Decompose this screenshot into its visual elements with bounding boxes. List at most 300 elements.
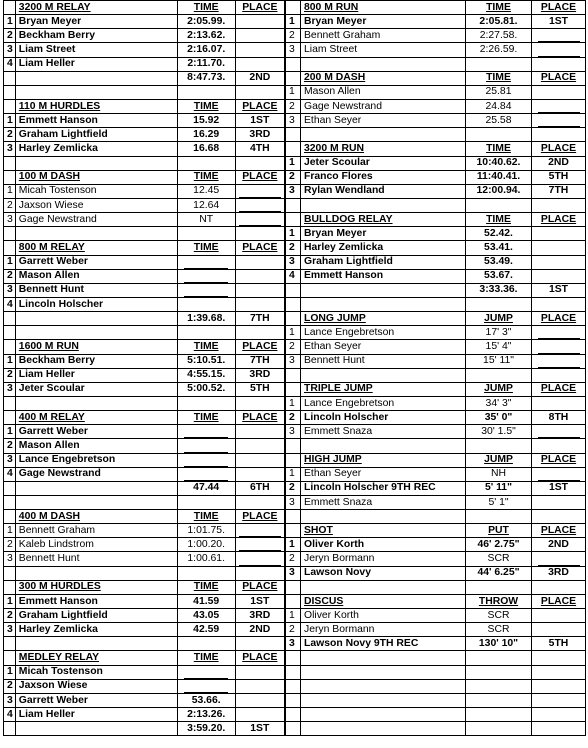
place-value	[235, 15, 284, 29]
result-row	[4, 439, 285, 453]
place-value	[532, 29, 586, 43]
place-value	[532, 198, 586, 212]
place-value-text: 3RD	[249, 128, 271, 140]
place-value	[235, 722, 284, 736]
result-row	[4, 213, 285, 227]
place-value	[532, 538, 586, 552]
athlete-name-text: Oliver Korth	[304, 609, 359, 621]
mark-value	[177, 467, 235, 481]
mark-value-text: 2:13.26.	[187, 708, 226, 720]
measure-header-text: THROW	[478, 595, 519, 607]
mark-value-text: 11:40.41.	[476, 171, 521, 183]
result-row	[4, 255, 285, 269]
mark-value-text: SCR	[487, 609, 510, 621]
athlete-name-text: Emmett Snaza	[304, 496, 373, 508]
place-value	[532, 693, 586, 707]
mark-value-text: 44' 6.25"	[477, 567, 520, 579]
result-row	[4, 114, 285, 128]
athlete-name-text: Graham Lightfield	[304, 256, 393, 268]
place-value	[532, 495, 586, 509]
athlete-number	[286, 326, 301, 340]
mark-value	[177, 495, 235, 509]
athlete-name	[15, 326, 177, 340]
athlete-number-text: 3	[7, 213, 13, 225]
mark-value	[177, 665, 235, 679]
athlete-number-text: 2	[7, 29, 13, 41]
place-value	[235, 382, 284, 396]
athlete-number	[286, 269, 301, 283]
athlete-number-text: 2	[7, 270, 13, 282]
athlete-number	[4, 29, 16, 43]
athlete-number-text: 3	[289, 425, 295, 437]
athlete-name	[301, 99, 466, 113]
place-value	[532, 467, 586, 481]
athlete-name	[15, 396, 177, 410]
mark-value	[466, 354, 532, 368]
mark-value-text: 2:26.59.	[479, 44, 518, 56]
place-value-text: 3RD	[249, 369, 271, 381]
athlete-number-text: 3	[7, 454, 13, 466]
athlete-name	[301, 241, 466, 255]
mark-value-text: 5:10.51.	[187, 355, 226, 367]
athlete-number	[4, 142, 16, 156]
place-value-text: 6TH	[250, 482, 270, 494]
place-value	[235, 57, 284, 71]
athlete-name-text: Lawson Novy 9TH REC	[304, 637, 419, 649]
place-value-text: 1ST	[548, 284, 569, 296]
athlete-name-text: Beckham Berry	[18, 355, 96, 367]
place-value-text: 5TH	[548, 171, 569, 183]
mark-value-text: 130' 10"	[478, 637, 519, 649]
athlete-number	[286, 198, 301, 212]
athlete-name	[301, 708, 466, 722]
athlete-number-text: 1	[289, 157, 295, 169]
measure-header-text: TIME	[193, 341, 219, 353]
athlete-number-text: 1	[289, 227, 295, 239]
athlete-number-text: 3	[7, 284, 13, 296]
athlete-number-text: 2	[289, 482, 295, 494]
athlete-number-text: 2	[7, 609, 13, 621]
place-value	[532, 340, 586, 354]
mark-value	[177, 425, 235, 439]
place-value	[235, 453, 284, 467]
athlete-name-text: Bennett Hunt	[304, 355, 365, 367]
mark-value-text: 43.05	[193, 609, 220, 621]
place-value	[235, 481, 284, 495]
place-header-text: PLACE	[242, 242, 278, 254]
athlete-name	[301, 340, 466, 354]
athlete-number-text: 1	[289, 468, 295, 480]
athlete-number-text: 1	[289, 86, 295, 98]
measure-header	[466, 594, 532, 608]
athlete-name	[15, 382, 177, 396]
result-row	[286, 679, 586, 693]
blank-line	[538, 102, 580, 113]
athlete-name	[301, 481, 466, 495]
athlete-name	[301, 425, 466, 439]
place-value-text: 3RD	[249, 609, 271, 621]
athlete-name-text: Liam Heller	[18, 369, 75, 381]
place-value-text: 4TH	[250, 143, 270, 155]
athlete-number-text: 3	[289, 496, 295, 508]
place-value-text: 7TH	[250, 355, 270, 367]
athlete-name-text: Harley Zemlicka	[18, 623, 98, 635]
athlete-name-text: Ethan Seyer	[304, 341, 362, 353]
result-row	[4, 623, 285, 637]
athlete-number	[4, 184, 16, 198]
athlete-name	[301, 439, 466, 453]
athlete-name-text: Jeryn Bormann	[304, 553, 375, 565]
athlete-name	[15, 708, 177, 722]
athlete-number-text: 1	[7, 425, 13, 437]
mark-value	[466, 198, 532, 212]
event-header-row	[4, 170, 285, 184]
athlete-number	[4, 71, 16, 85]
result-row	[286, 184, 586, 198]
athlete-number	[4, 396, 16, 410]
result-row	[4, 269, 285, 283]
place-value-text: 1ST	[250, 722, 270, 734]
place-value	[532, 227, 586, 241]
athlete-name	[15, 495, 177, 509]
athlete-number	[286, 57, 301, 71]
place-value	[235, 156, 284, 170]
mark-value	[177, 396, 235, 410]
athlete-number	[4, 609, 16, 623]
athlete-name	[15, 156, 177, 170]
athlete-number	[4, 425, 16, 439]
athlete-name	[15, 269, 177, 283]
mark-value	[177, 566, 235, 580]
result-row	[4, 594, 285, 608]
measure-header-text: TIME	[486, 213, 511, 225]
blank-line	[239, 215, 281, 226]
athlete-number	[4, 227, 16, 241]
result-row	[4, 156, 285, 170]
mark-value	[177, 213, 235, 227]
place-value	[235, 425, 284, 439]
place-value	[235, 439, 284, 453]
athlete-number	[286, 623, 301, 637]
event-name	[301, 1, 466, 15]
athlete-name	[15, 453, 177, 467]
athlete-name-text: Bennett Graham	[304, 29, 381, 41]
result-row	[286, 439, 586, 453]
event-header-row	[4, 99, 285, 113]
athlete-name	[15, 283, 177, 297]
result-row	[4, 693, 285, 707]
place-value	[532, 481, 586, 495]
athlete-name-text: Gage Newstrand	[304, 100, 382, 112]
result-row	[286, 665, 586, 679]
result-row	[4, 57, 285, 71]
event-name-text: DISCUS	[304, 595, 344, 607]
event-header-row	[286, 312, 586, 326]
athlete-name-text: Jeter Scoular	[304, 157, 370, 169]
result-row	[286, 156, 586, 170]
mark-value	[466, 340, 532, 354]
event-header-row	[286, 142, 586, 156]
blank-line	[239, 187, 281, 198]
measure-header-text: TIME	[486, 143, 511, 155]
athlete-number	[286, 114, 301, 128]
measure-header	[466, 213, 532, 227]
mark-value	[466, 297, 532, 311]
athlete-name	[301, 495, 466, 509]
athlete-number-text: 3	[289, 44, 295, 56]
athlete-number-text: 2	[7, 199, 13, 211]
result-row	[286, 29, 586, 43]
athlete-number	[4, 170, 16, 184]
mark-value	[177, 354, 235, 368]
athlete-number	[286, 340, 301, 354]
right-results-column	[285, 0, 585, 736]
mark-value-text: 17' 3"	[485, 326, 512, 338]
athlete-number-text: 1	[7, 256, 13, 268]
measure-header	[466, 524, 532, 538]
event-name-text: TRIPLE JUMP	[304, 383, 373, 395]
mark-value-text: 1:00.20.	[187, 538, 225, 550]
event-name-text: MEDLEY RELAY	[18, 652, 100, 664]
athlete-number	[4, 665, 16, 679]
athlete-number-text: 1	[289, 538, 295, 550]
place-header-text: PLACE	[242, 652, 278, 664]
place-value	[532, 255, 586, 269]
athlete-name	[15, 609, 177, 623]
place-value	[532, 156, 586, 170]
result-row	[4, 495, 285, 509]
mark-value-text: 53.67.	[484, 270, 513, 282]
place-value-text: 2ND	[548, 157, 569, 169]
place-header	[235, 241, 284, 255]
athlete-number	[286, 609, 301, 623]
mark-value-text: 3:33.36.	[479, 284, 518, 296]
mark-value	[466, 651, 532, 665]
athlete-number	[286, 71, 301, 85]
result-row	[4, 425, 285, 439]
mark-value-text: 12.45	[193, 185, 220, 197]
mark-value-text: 15.92	[193, 114, 220, 126]
measure-header-text: TIME	[486, 72, 511, 84]
athlete-number	[286, 241, 301, 255]
mark-value	[466, 679, 532, 693]
event-header-row	[286, 453, 586, 467]
result-row	[286, 637, 586, 651]
result-row	[4, 722, 285, 736]
athlete-number	[286, 227, 301, 241]
athlete-number	[286, 580, 301, 594]
athlete-name-text: Garrett Weber	[18, 425, 88, 437]
athlete-number-text: 2	[7, 680, 13, 692]
measure-header-text: TIME	[193, 652, 219, 664]
mark-value-text: 2:05.81.	[479, 15, 518, 27]
athlete-number	[286, 142, 301, 156]
athlete-number-text: 3	[7, 143, 13, 155]
athlete-number	[4, 1, 16, 15]
mark-value-text: 53.41.	[484, 242, 513, 254]
place-header	[235, 99, 284, 113]
place-value	[235, 326, 284, 340]
athlete-name-text: Oliver Korth	[304, 538, 365, 550]
result-row	[286, 651, 586, 665]
place-header	[532, 524, 586, 538]
mark-value	[177, 85, 235, 99]
athlete-number	[286, 566, 301, 580]
athlete-number-text: 1	[7, 666, 13, 678]
place-value	[235, 679, 284, 693]
athlete-number-text: 1	[7, 185, 13, 197]
place-value	[532, 269, 586, 283]
athlete-number	[4, 524, 16, 538]
mark-value-text: 2:27.58.	[479, 29, 518, 41]
athlete-number	[286, 43, 301, 57]
athlete-number-text: 1	[289, 397, 295, 409]
place-value	[235, 354, 284, 368]
athlete-name-text: Harley Zemlicka	[18, 143, 98, 155]
athlete-name	[15, 57, 177, 71]
athlete-name-text: Lance Engebretson	[304, 326, 395, 338]
athlete-number-text: 3	[289, 567, 295, 579]
mark-value	[177, 142, 235, 156]
mark-value-text: 30' 1.5"	[481, 425, 516, 437]
blank-line	[538, 555, 580, 566]
athlete-name-text: Emmett Snaza	[304, 425, 373, 437]
athlete-name-text: Lawson Novy	[304, 567, 371, 579]
result-row	[286, 425, 586, 439]
result-row	[286, 481, 586, 495]
place-value	[532, 57, 586, 71]
place-value	[532, 425, 586, 439]
athlete-number	[4, 368, 16, 382]
measure-header	[177, 1, 235, 15]
athlete-number-text: 1	[7, 524, 13, 536]
place-value	[235, 368, 284, 382]
event-header-row	[286, 524, 586, 538]
result-row	[286, 566, 586, 580]
athlete-number	[4, 382, 16, 396]
athlete-number	[286, 255, 301, 269]
blank-line	[239, 555, 281, 566]
event-name-text: 3200 M RUN	[304, 143, 365, 155]
measure-header	[466, 1, 532, 15]
mark-value	[466, 467, 532, 481]
athlete-number-text: 3	[289, 256, 295, 268]
event-name	[15, 99, 177, 113]
place-value	[235, 538, 284, 552]
athlete-number	[4, 57, 16, 71]
athlete-number	[286, 524, 301, 538]
event-header-row	[286, 71, 586, 85]
result-row	[4, 552, 285, 566]
mark-value	[177, 679, 235, 693]
athlete-number	[286, 411, 301, 425]
athlete-number	[4, 198, 16, 212]
place-header-text: PLACE	[242, 510, 278, 522]
athlete-number-text: 3	[289, 114, 295, 126]
result-row	[286, 467, 586, 481]
mark-value	[466, 425, 532, 439]
result-row	[286, 43, 586, 57]
measure-header	[177, 99, 235, 113]
place-header	[532, 453, 586, 467]
athlete-number	[4, 566, 16, 580]
athlete-number	[286, 128, 301, 142]
event-name-text: 110 M HURDLES	[18, 100, 101, 112]
place-header	[532, 142, 586, 156]
mark-value	[466, 184, 532, 198]
event-header-row	[4, 510, 285, 524]
left-results-table	[3, 0, 285, 736]
athlete-name	[301, 552, 466, 566]
athlete-name	[15, 368, 177, 382]
mark-value-text: 42.59	[193, 623, 220, 635]
result-row	[286, 326, 586, 340]
athlete-name-text: Lance Engebretson	[18, 454, 116, 466]
event-name	[15, 580, 177, 594]
place-value	[532, 510, 586, 524]
mark-value-text: 53.66.	[191, 694, 221, 706]
result-row	[4, 453, 285, 467]
athlete-number	[286, 99, 301, 113]
mark-value	[466, 665, 532, 679]
measure-header-text: JUMP	[484, 454, 513, 466]
athlete-name-text: Emmett Hanson	[304, 270, 384, 282]
athlete-name	[301, 637, 466, 651]
athlete-name	[301, 580, 466, 594]
athlete-name-text: Liam Heller	[18, 708, 75, 720]
mark-value-text: NT	[199, 213, 214, 225]
mark-value-text: 12:00.94.	[476, 185, 521, 197]
athlete-name-text: Ethan Seyer	[304, 114, 362, 126]
athlete-name	[15, 722, 177, 736]
athlete-name-text: Emmett Hanson	[18, 595, 98, 607]
athlete-number	[4, 354, 16, 368]
athlete-name	[15, 29, 177, 43]
measure-header-text: TIME	[193, 1, 219, 13]
athlete-name	[301, 566, 466, 580]
athlete-name	[301, 467, 466, 481]
athlete-name-text: Jaxson Wiese	[18, 199, 84, 211]
athlete-number	[4, 15, 16, 29]
measure-header	[466, 382, 532, 396]
mark-value-text: 1:00.61.	[187, 553, 225, 565]
athlete-number-text: 2	[289, 100, 295, 112]
athlete-number	[4, 255, 16, 269]
mark-value	[466, 722, 532, 736]
result-row	[4, 368, 285, 382]
left-results-column	[3, 0, 285, 736]
mark-value-text: 24.84	[485, 100, 512, 112]
athlete-name	[15, 142, 177, 156]
event-header-row	[4, 340, 285, 354]
athlete-number-text: 3	[7, 553, 13, 565]
athlete-number-text: 3	[7, 623, 13, 635]
athlete-number	[286, 467, 301, 481]
event-name	[301, 71, 466, 85]
blank-line	[239, 526, 281, 537]
result-row	[286, 269, 586, 283]
athlete-number	[286, 382, 301, 396]
event-name-text: HIGH JUMP	[304, 454, 362, 466]
place-value	[532, 566, 586, 580]
mark-value	[177, 283, 235, 297]
place-value	[532, 552, 586, 566]
athlete-number-text: 3	[289, 637, 295, 649]
place-value-text: 5TH	[250, 383, 270, 395]
blank-line	[538, 427, 580, 438]
mark-value	[177, 198, 235, 212]
mark-value	[466, 57, 532, 71]
